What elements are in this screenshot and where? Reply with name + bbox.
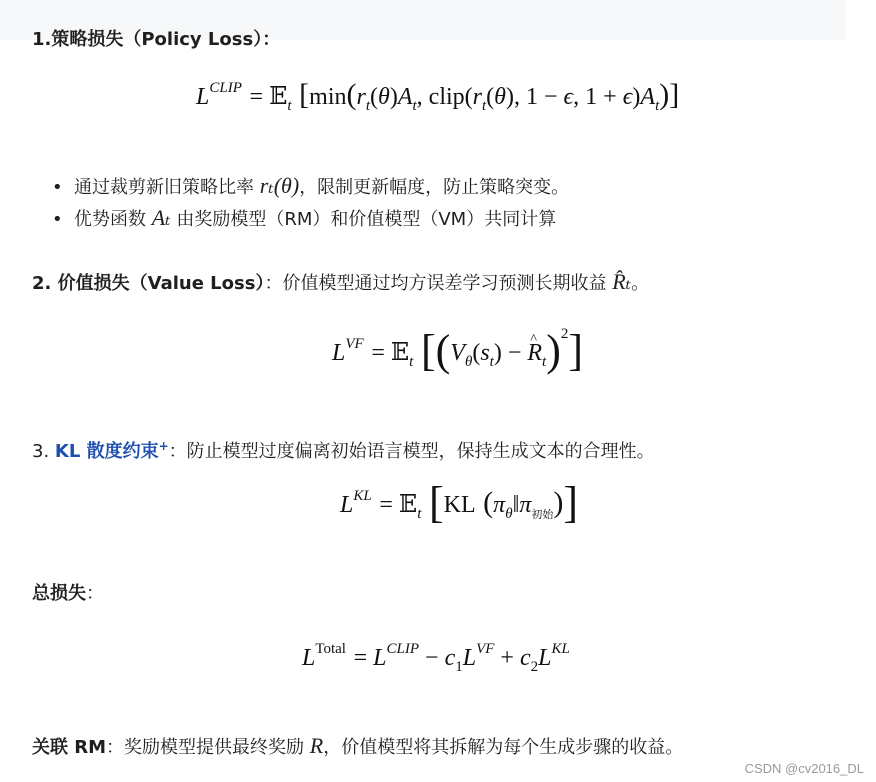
vf-lhs-sup: VF xyxy=(345,336,364,352)
bullet-item-advantage: • 优势函数 Aₜ 由奖励模型（RM）和价值模型（VM）共同计算 xyxy=(52,205,557,230)
kl-operator: KL xyxy=(443,492,476,518)
total-loss-colon: ： xyxy=(86,583,104,604)
kl-plus: + xyxy=(158,439,169,453)
kl-heading-link[interactable]: KL 散度约束 xyxy=(54,441,159,462)
rm-relation-line xyxy=(32,734,683,760)
kl-sub-cn: 初始 xyxy=(531,508,554,521)
kl-desc: 防止模型过度偏离初始语言模型，保持生成文本的合理性。 xyxy=(186,441,655,462)
total-lhs: L xyxy=(302,645,316,671)
kl-lhs: L xyxy=(340,492,354,518)
bullet-2-text-end: 由奖励模型（RM）和价值模型（VM）共同计算 xyxy=(170,209,557,230)
vf-formula: $L^{VF}$ = 𝔼$_t$ [($V_\theta(s_t)$ − ^ $R_t)^2$] xyxy=(332,334,583,368)
total-loss-heading: 总损失 xyxy=(32,583,86,604)
total-loss-line xyxy=(32,582,104,606)
value-loss-colon: ： xyxy=(264,273,283,294)
formula-lhs-sup: CLIP xyxy=(209,80,242,96)
value-loss-desc-end: 。 xyxy=(631,273,650,294)
bullet-1-text-end: ，限制更新幅度，防止策略突变。 xyxy=(299,177,570,198)
expectation-symbol: 𝔼 xyxy=(269,84,288,110)
bullet-item-ratio: • 通过裁剪新旧策略比率 rₜ(θ)，限制更新幅度，防止策略突变。 xyxy=(52,173,570,198)
bullet-2-text: 优势函数 xyxy=(74,209,152,230)
bullet-2-math: Aₜ xyxy=(151,205,171,230)
bullet-1-text: 通过裁剪新旧策略比率 xyxy=(74,177,260,198)
total-formula: $L^{Total} = L^{CLIP} - c_1L^{VF} + c_2L^{KL}$ xyxy=(302,641,570,675)
value-loss-line xyxy=(32,270,649,296)
kl-prefix: 3. xyxy=(32,441,55,462)
kl-lhs-sup: KL xyxy=(353,488,372,504)
kl-colon: ： xyxy=(168,441,187,462)
rm-relation-heading: 关联 RM xyxy=(32,737,107,758)
rm-relation-math: R xyxy=(309,733,324,758)
value-loss-heading: 2. 价值损失（Value Loss） xyxy=(32,273,265,294)
rm-relation-desc-end: ，价值模型将其拆解为每个生成步骤的收益。 xyxy=(323,737,684,758)
bullet-1-math: rₜ(θ) xyxy=(259,173,300,198)
kl-line xyxy=(32,434,655,464)
vf-lhs: L xyxy=(332,340,346,366)
kl-formula: $L^{KL}$ = 𝔼$_t$ [KL $(\pi_\theta‖\pi_{初始})$] xyxy=(340,478,578,527)
formula-lhs: L xyxy=(196,84,210,110)
policy-loss-heading: 1.策略损失（Policy Loss）： xyxy=(32,29,281,50)
rm-relation-desc: 奖励模型提供最终奖励 xyxy=(124,737,310,758)
rm-relation-colon: ： xyxy=(106,737,125,758)
value-loss-desc-math: R̂ₜ xyxy=(612,269,632,294)
watermark: CSDN @cv2016_DL xyxy=(744,761,864,776)
expectation-sub: t xyxy=(287,98,292,114)
total-lhs-sup: Total xyxy=(315,641,346,657)
value-loss-desc: 价值模型通过均方误差学习预测长期收益 xyxy=(282,273,613,294)
clip-formula: $L^{CLIP}$ = 𝔼$_t$ [$\min(r_t(\theta)A_t$, $clip(r_t(\theta)$, 1 − ϵ, $1 + \epsilon)A_t$)] xyxy=(196,78,680,114)
